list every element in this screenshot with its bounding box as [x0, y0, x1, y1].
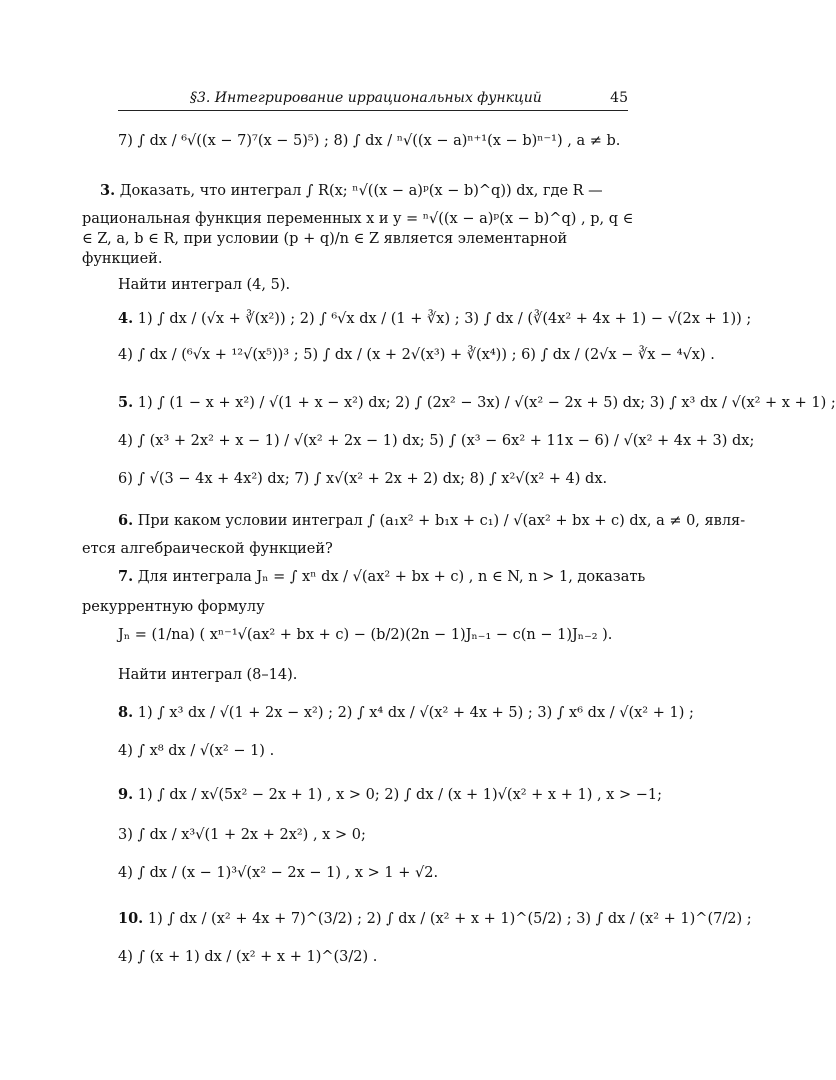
page-number: 45 [610, 90, 628, 106]
problem-10-row-1: 10. 1) ∫ dx / (x² + 4x + 7)^(3/2) ; 2) ∫ dx / (x² + x + 1)^(5/2) ; 3) ∫ dx / (x² + 1)^(7/2) ; [118, 910, 752, 927]
instruction-8-14: Найти интеграл (8–14). [118, 667, 298, 683]
problem-2-items-7-8: 7) ∫ dx / ⁶√((x − 7)⁷(x − 5)⁵) ; 8) ∫ dx / ⁿ√((x − a)ⁿ⁺¹(x − b)ⁿ⁻¹) , a ≠ b. [118, 133, 621, 149]
problem-9-row-3: 4) ∫ dx / (x − 1)³√(x² − 2x − 1) , x > 1 + √2. [118, 865, 439, 881]
problem-9-row-2: 3) ∫ dx / x³√(1 + 2x + 2x²) , x > 0; [118, 827, 366, 843]
problem-9-row-1: 9. 1) ∫ dx / x√(5x² − 2x + 1) , x > 0; 2) ∫ dx / (x + 1)√(x² + x + 1) , x > −1; [118, 786, 662, 803]
running-header [118, 88, 628, 111]
problem-3-line-2: рациональная функция переменных x и y = ⁿ√((x − a)ᵖ(x − b)^q) , p, q ∈ [82, 211, 634, 227]
problem-3-line-1: 3. Доказать, что интеграл ∫ R(x; ⁿ√((x − a)ᵖ(x − b)^q)) dx, где R — [100, 182, 603, 199]
problem-6-line-1: 6. При каком условии интеграл ∫ (a₁x² + b₁x + c₁) / √(ax² + bx + c) dx, a ≠ 0, явля- [118, 512, 746, 529]
problem-5-row-1: 5. 1) ∫ (1 − x + x²) / √(1 + x − x²) dx; 2) ∫ (2x² − 3x) / √(x² − 2x + 5) dx; 3) ∫ x³ dx / √(x² + x + 1) ; [118, 394, 836, 411]
problem-3-line-4: функцией. [82, 251, 163, 267]
problem-8-row-2: 4) ∫ x⁸ dx / √(x² − 1) . [118, 743, 275, 759]
problem-4-row-1: 4. 1) ∫ dx / (√x + ∛(x²)) ; 2) ∫ ⁶√x dx / (1 + ∛x) ; 3) ∫ dx / (∛(4x² + 4x + 1) − √(2x + 1)) ; [118, 310, 752, 327]
problem-4-row-2: 4) ∫ dx / (⁶√x + ¹²√(x⁵))³ ; 5) ∫ dx / (x + 2√(x³) + ∛(x⁴)) ; 6) ∫ dx / (2√x − ∛x − ⁴√x) . [118, 347, 715, 363]
problem-5-row-2: 4) ∫ (x³ + 2x² + x − 1) / √(x² + 2x − 1) dx; 5) ∫ (x³ − 6x² + 11x − 6) / √(x² + 4x + 3) dx; [118, 433, 755, 449]
instruction-4-5: Найти интеграл (4, 5). [118, 277, 291, 293]
problem-7-line-2: рекуррентную формулу [82, 599, 265, 615]
problem-5-row-3: 6) ∫ √(3 − 4x + 4x²) dx; 7) ∫ x√(x² + 2x + 2) dx; 8) ∫ x²√(x² + 4) dx. [118, 471, 608, 487]
recurrence-formula: Jₙ = (1/na) ( xⁿ⁻¹√(ax² + bx + c) − (b/2)(2n − 1)Jₙ₋₁ − c(n − 1)Jₙ₋₂ ). [118, 627, 613, 643]
problem-8-row-1: 8. 1) ∫ x³ dx / √(1 + 2x − x²) ; 2) ∫ x⁴ dx / √(x² + 4x + 5) ; 3) ∫ x⁶ dx / √(x² + 1) ; [118, 704, 694, 721]
section-title: §3. Интегрирование иррациональных функций [190, 90, 542, 106]
problem-6-line-2: ется алгебраической функцией? [82, 541, 333, 557]
problem-3-line-3: ∈ Z, a, b ∈ R, при условии (p + q)/n ∈ Z является элементарной [82, 231, 568, 247]
problem-10-row-2: 4) ∫ (x + 1) dx / (x² + x + 1)^(3/2) . [118, 949, 378, 965]
problem-7-line-1: 7. Для интеграла Jₙ = ∫ xⁿ dx / √(ax² + bx + c) , n ∈ N, n > 1, доказать [118, 568, 646, 585]
